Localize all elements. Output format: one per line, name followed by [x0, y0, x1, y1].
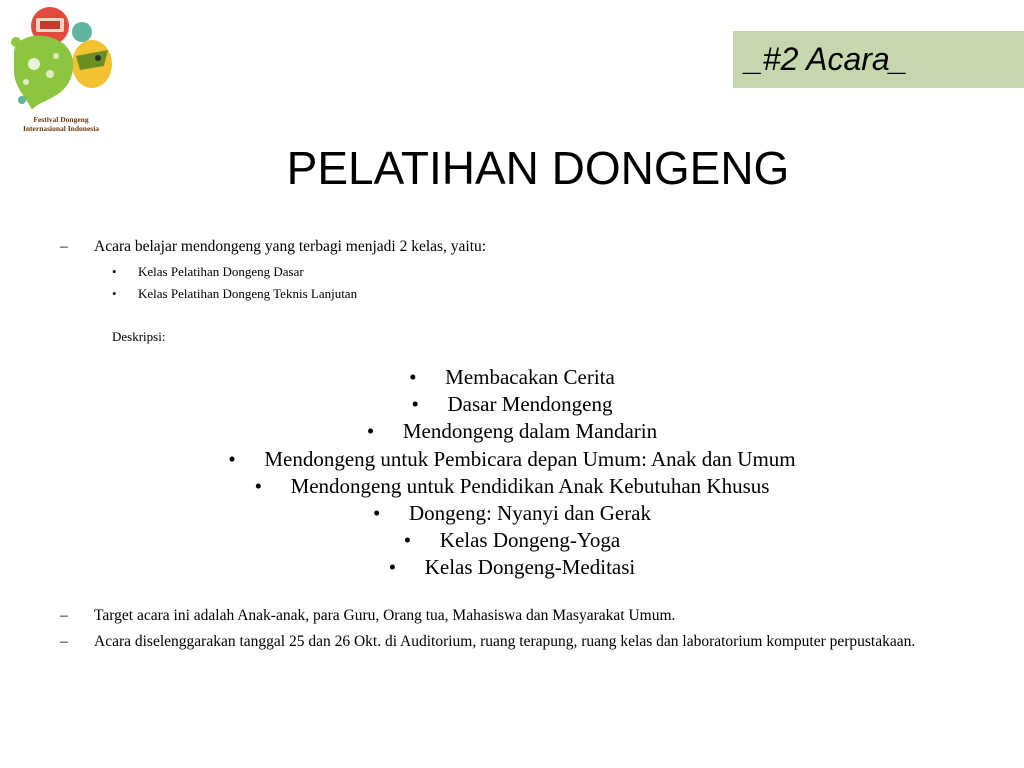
- description-item: [0, 473, 1024, 500]
- description-text: Dasar Mendongeng: [447, 392, 613, 417]
- class-label: Kelas Pelatihan Dongeng Dasar: [138, 264, 304, 279]
- bullet-icon: •: [372, 500, 381, 525]
- description-item: [0, 391, 1024, 418]
- description-text: Mendongeng untuk Pembicara depan Umum: Anak dan Umum: [264, 446, 796, 471]
- bullet-icon: •: [228, 446, 236, 471]
- venue-text: Acara diselenggarakan tanggal 25 dan 26 Okt. di Auditorium, ruang terapung, ruang kelas dan laboratorium komputer perpustakaan.: [94, 633, 916, 650]
- class-label: Kelas Pelatihan Dongeng Teknis Lanjutan: [138, 286, 358, 301]
- description-text: Kelas Dongeng-Yoga: [439, 528, 621, 553]
- description-item: [0, 364, 1024, 391]
- description-text: Dongeng: Nyanyi dan Gerak: [408, 500, 651, 525]
- description-item: [0, 500, 1024, 527]
- description-text: Mendongeng dalam Mandarin: [402, 419, 658, 444]
- bullet-icon: •: [409, 365, 417, 389]
- bullet-icon: •: [366, 419, 375, 444]
- target-text: Target acara ini adalah Anak-anak, para Guru, Orang tua, Mahasiswa dan Masyarakat Umum.: [94, 607, 676, 624]
- bullet-icon: •: [112, 264, 117, 279]
- intro-text: Acara belajar mendongeng yang terbagi menjadi 2 kelas, yaitu:: [94, 238, 487, 255]
- festival-dongeng-logo: [6, 4, 116, 134]
- bullet-icon: •: [388, 555, 397, 580]
- section-tag: _#2 Acara_: [733, 31, 1024, 88]
- dash-marker: –: [60, 238, 68, 255]
- description-text: Membacakan Cerita: [445, 365, 615, 389]
- page-title: PELATIHAN DONGENG: [286, 142, 790, 194]
- logo-caption: Festival Dongeng Internasional Indonesia: [22, 115, 100, 133]
- logo-artwork: [6, 4, 116, 116]
- description-item: [0, 446, 1024, 473]
- bullet-icon: •: [112, 286, 117, 301]
- description-item: [0, 418, 1024, 445]
- description-item: [0, 527, 1024, 554]
- description-item: [0, 554, 1024, 581]
- description-list: [0, 364, 1024, 582]
- dash-marker: –: [60, 607, 68, 624]
- dash-marker: –: [60, 633, 68, 650]
- bullet-icon: •: [403, 528, 412, 553]
- bullet-icon: •: [411, 392, 419, 417]
- description-text: Mendongeng untuk Pendidikan Anak Kebutuhan Khusus: [290, 473, 770, 498]
- description-label: Deskripsi:: [112, 329, 166, 344]
- description-text: Kelas Dongeng-Meditasi: [424, 555, 636, 580]
- bullet-icon: •: [254, 473, 262, 498]
